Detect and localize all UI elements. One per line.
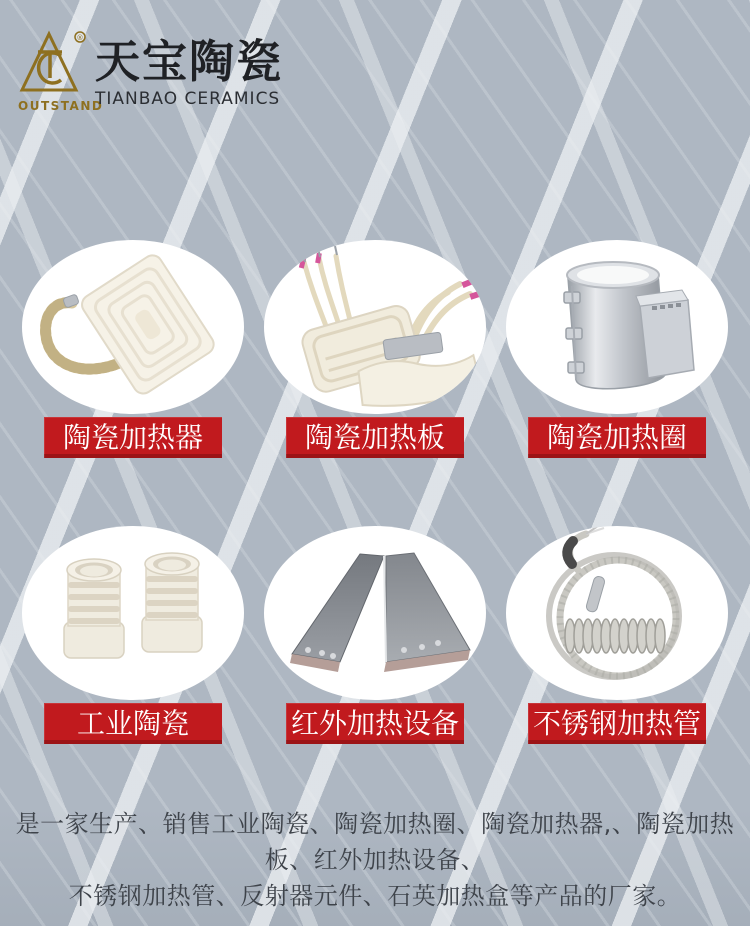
header	[0, 0, 750, 130]
products-row-1	[0, 240, 750, 458]
stainless-steel-heating-tube-image	[506, 526, 728, 700]
products-row-2	[0, 526, 750, 744]
product-label: 工业陶瓷	[44, 703, 222, 744]
product-label: 陶瓷加热器	[44, 417, 222, 458]
brand-title-zh: 天宝陶瓷	[95, 35, 284, 88]
brand-subtitle-en: TIANBAO CERAMICS	[95, 89, 281, 109]
product-cell-industrial-ceramics	[22, 526, 244, 744]
ceramic-heating-plate-image	[264, 240, 486, 414]
product-label: 陶瓷加热圈	[528, 417, 706, 458]
infrared-heating-equipment-image	[264, 526, 486, 700]
industrial-ceramics-image	[22, 526, 244, 700]
product-cell-ceramic-heater	[22, 240, 244, 458]
product-label: 陶瓷加热板	[286, 417, 464, 458]
product-cell-stainless-steel-heating-tube	[506, 526, 728, 744]
intro-paragraph	[0, 806, 750, 914]
brand-logo	[18, 28, 104, 113]
product-label: 不锈钢加热管	[528, 703, 706, 744]
logo-outstand-text: OUTSTAND	[18, 99, 104, 113]
intro-line-2: 不锈钢加热管、反射器元件、石英加热盒等产品的厂家。	[68, 882, 682, 910]
product-cell-ceramic-heating-plate	[264, 240, 486, 458]
product-cell-ceramic-band-heater	[506, 240, 728, 458]
registered-mark: ®	[76, 34, 84, 42]
product-label: 红外加热设备	[286, 703, 464, 744]
bottom-white-strip	[0, 926, 750, 939]
logo-triangle-icon	[18, 28, 88, 98]
ceramic-heater-image	[22, 240, 244, 414]
brand-titles	[95, 36, 283, 109]
product-cell-infrared-heating-equipment	[264, 526, 486, 744]
ceramic-band-heater-image	[506, 240, 728, 414]
intro-line-1: 是一家生产、销售工业陶瓷、陶瓷加热圈、陶瓷加热器,、陶瓷加热板、红外加热设备、	[15, 810, 735, 874]
